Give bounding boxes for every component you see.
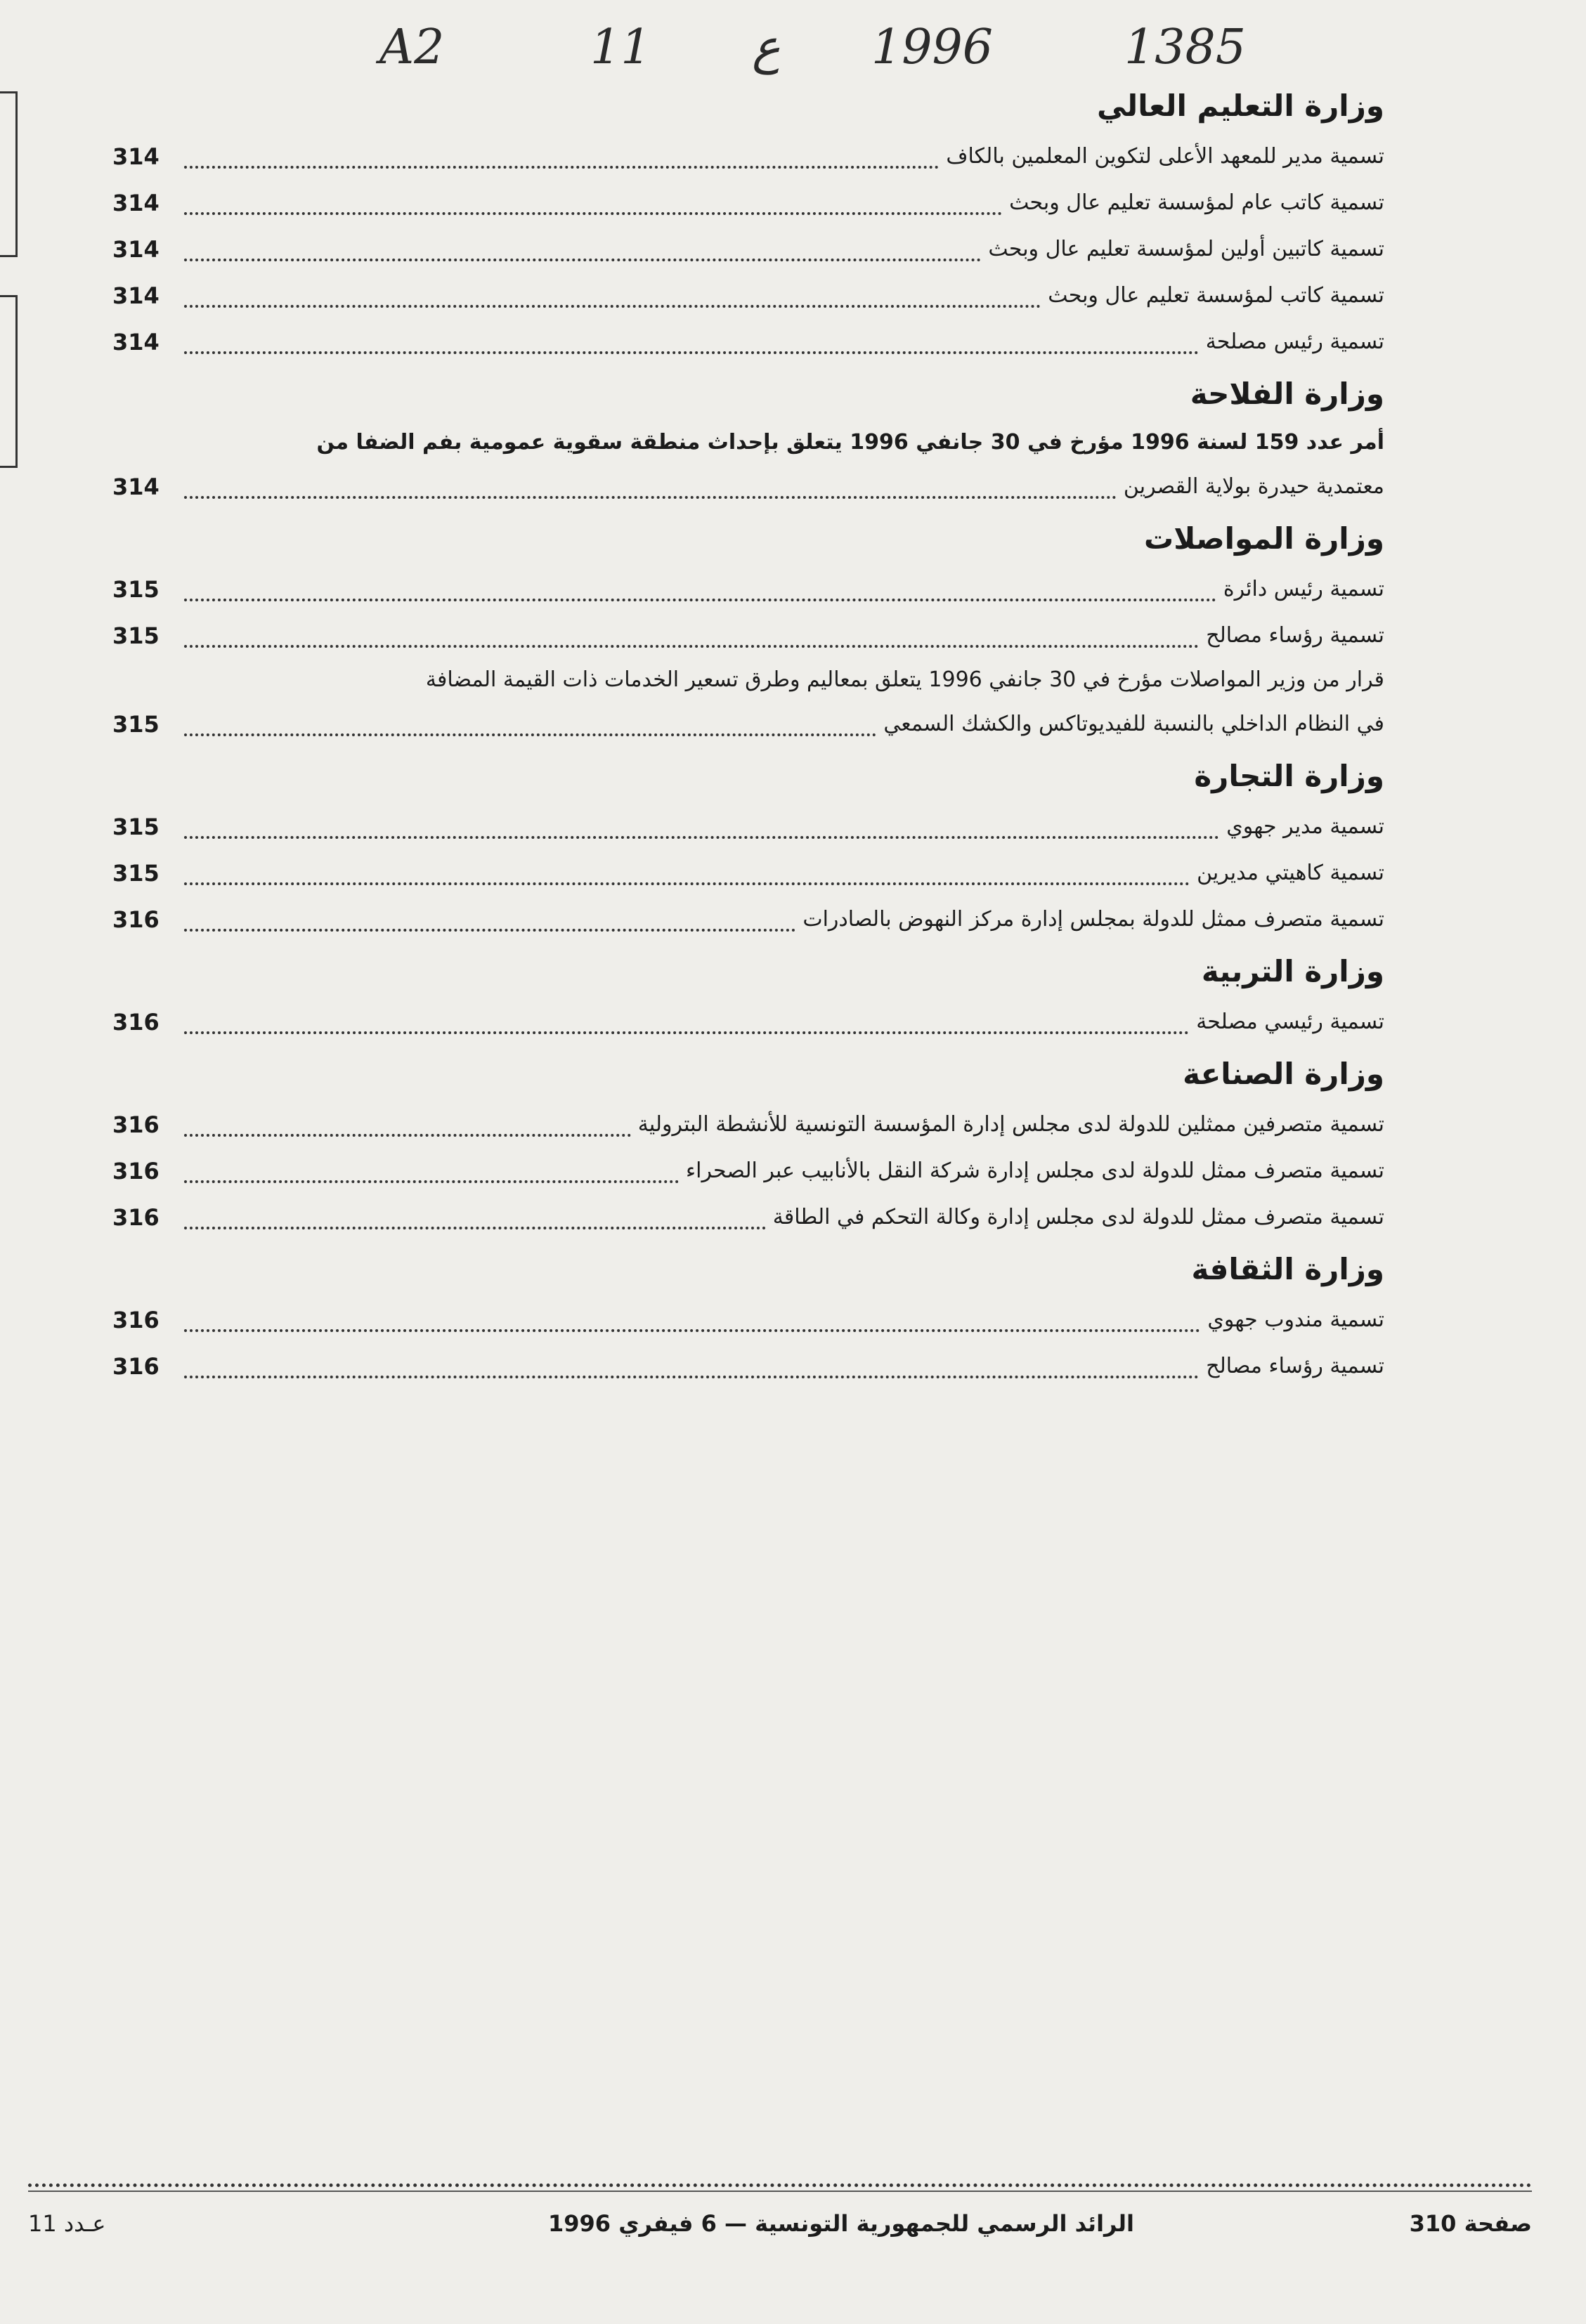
leader-dots: [184, 305, 1041, 308]
list-item: [112, 1102, 1384, 1148]
entry-text: تسمية متصرف ممثل للدولة لدى مجلس إدارة وكالة التحكم في الطاقة: [772, 1205, 1384, 1229]
publication-title: الرائد الرسمي للجمهورية التونسية — 6 فيفري 1996: [548, 2210, 1134, 2237]
entry-text: تسمية رئيسي مصلحة: [1196, 1010, 1384, 1034]
entry-text: تسمية رؤساء مصالح: [1206, 1354, 1384, 1378]
list-item: [112, 319, 1384, 365]
page-number: 316: [112, 1307, 160, 1333]
page-number: 316: [112, 1353, 160, 1380]
entry-text: تسمية مندوب جهوي: [1207, 1307, 1384, 1332]
leader-dots: [184, 166, 939, 169]
entry-text-line1: قرار من وزير المواصلات مؤرخ في 30 جانفي 1996 يتعلق بمعاليم وطرق تسعير الخدمات ذات القيمة المضافة: [425, 667, 1384, 692]
footer-divider: [28, 2191, 1532, 2192]
list-item: [112, 804, 1384, 850]
leader-dots: [184, 351, 1199, 354]
section-heading: وزارة الصناعة: [1183, 1057, 1384, 1091]
page-number: 315: [112, 622, 160, 649]
list-item: [112, 896, 1384, 943]
leader-dots: [184, 1134, 631, 1137]
edge-mark: [0, 295, 18, 468]
entry-text: تسمية كاهيتي مديرين: [1197, 861, 1384, 885]
handwritten-code: A2: [379, 20, 445, 75]
entry-text: تسمية رئيس مصلحة: [1205, 329, 1384, 354]
leader-dots: [184, 1329, 1200, 1332]
list-item: [112, 273, 1384, 319]
list-item: [112, 1194, 1384, 1241]
leader-dots: [184, 733, 876, 736]
table-of-contents: [112, 77, 1384, 1390]
leader-dots: [184, 645, 1199, 648]
entry-text: تسمية كاتب عام لمؤسسة تعليم عال وبحث: [1009, 190, 1384, 215]
page-footer: [28, 2199, 1532, 2248]
list-item: [112, 850, 1384, 896]
page-number: 315: [112, 860, 160, 887]
page-number: 315: [112, 814, 160, 840]
page-number: 315: [112, 576, 160, 603]
entry-text: تسمية متصرف ممثل للدولة بمجلس إدارة مركز النهوض بالصادرات: [802, 907, 1384, 932]
section-heading: وزارة الفلاحة: [1190, 377, 1384, 411]
section-heading: وزارة الثقافة: [1191, 1252, 1384, 1286]
entry-text: تسمية رؤساء مصالح: [1206, 623, 1384, 648]
issue-number: عـدد 11: [28, 2210, 106, 2237]
entry-text-line2: معتمدية حيدرة بولاية القصرين: [1123, 474, 1384, 499]
page-number: 314: [112, 190, 160, 216]
leader-dots: [184, 212, 1002, 215]
handwritten-header: [379, 20, 1293, 83]
entry-text: تسمية متصرفين ممثلين للدولة لدى مجلس إدارة المؤسسة التونسية للأنشطة البترولية: [637, 1112, 1384, 1137]
list-item: [112, 566, 1384, 613]
footer-divider: [28, 2183, 1532, 2187]
page-number: 314: [112, 143, 160, 170]
handwritten-letter: ع: [752, 20, 781, 75]
leader-dots: [184, 259, 981, 261]
page-number: 316: [112, 1009, 160, 1036]
list-item: [112, 1343, 1384, 1390]
section-heading: وزارة المواصلات: [1143, 521, 1384, 556]
leader-dots: [184, 1031, 1189, 1034]
section-commerce: [112, 755, 1384, 943]
handwritten-year: 1996: [871, 20, 994, 75]
page-number: 316: [112, 1158, 160, 1184]
leader-dots: [184, 599, 1216, 601]
section-heading: وزارة التعليم العالي: [1096, 89, 1384, 123]
entry-text: تسمية متصرف ممثل للدولة لدى مجلس إدارة شركة النقل بالأنابيب عبر الصحراء: [686, 1158, 1384, 1183]
section-higher-education: [112, 84, 1384, 365]
list-item: [112, 180, 1384, 226]
entry-text: تسمية رئيس دائرة: [1223, 577, 1384, 601]
entry-text: تسمية مدير جهوي: [1226, 814, 1384, 839]
entry-text: تسمية كاتب لمؤسسة تعليم عال وبحث: [1048, 283, 1384, 308]
entry-last-line: [112, 464, 1384, 510]
entry-text-line1: أمر عدد 159 لسنة 1996 مؤرخ في 30 جانفي 1996 يتعلق بإحداث منطقة سقوية عمومية بفم الضفا من: [316, 430, 1384, 455]
leader-dots: [184, 882, 1190, 885]
leader-dots: [184, 836, 1219, 839]
page-label: صفحة 310: [1409, 2210, 1532, 2237]
handwritten-issue: 11: [590, 20, 651, 75]
handwritten-number: 1385: [1124, 20, 1247, 75]
section-communications: [112, 517, 1384, 748]
list-item: [112, 613, 1384, 659]
entry-last-line: [112, 701, 1384, 748]
list-item: [112, 133, 1384, 180]
page-number: 314: [112, 329, 160, 355]
page-number: 314: [112, 282, 160, 309]
page-number: 316: [112, 1111, 160, 1138]
page-number: 315: [112, 711, 160, 738]
page-number: 316: [112, 1204, 160, 1231]
page-number: 314: [112, 474, 160, 500]
leader-dots: [184, 1180, 679, 1183]
leader-dots: [184, 929, 795, 932]
list-item: [112, 659, 1384, 748]
entry-text-line2: في النظام الداخلي بالنسبة للفيديوتاكس والكشك السمعي: [883, 712, 1384, 736]
leader-dots: [184, 1376, 1199, 1378]
list-item: [112, 422, 1384, 510]
entry-text: تسمية مدير للمعهد الأعلى لتكوين المعلمين بالكاف: [946, 144, 1384, 169]
edge-mark: [0, 91, 18, 257]
leader-dots: [184, 1227, 766, 1229]
list-item: [112, 1297, 1384, 1343]
section-education: [112, 950, 1384, 1045]
leader-dots: [184, 496, 1117, 499]
list-item: [112, 226, 1384, 273]
list-item: [112, 999, 1384, 1045]
section-heading: وزارة التجارة: [1194, 759, 1384, 793]
page-number: 314: [112, 236, 160, 263]
section-agriculture: [112, 372, 1384, 510]
page-number: 316: [112, 906, 160, 933]
list-item: [112, 1148, 1384, 1194]
section-heading: وزارة التربية: [1201, 954, 1384, 988]
section-industry: [112, 1052, 1384, 1241]
entry-text: تسمية كاتبين أولين لمؤسسة تعليم عال وبحث: [988, 237, 1384, 261]
section-culture: [112, 1248, 1384, 1390]
